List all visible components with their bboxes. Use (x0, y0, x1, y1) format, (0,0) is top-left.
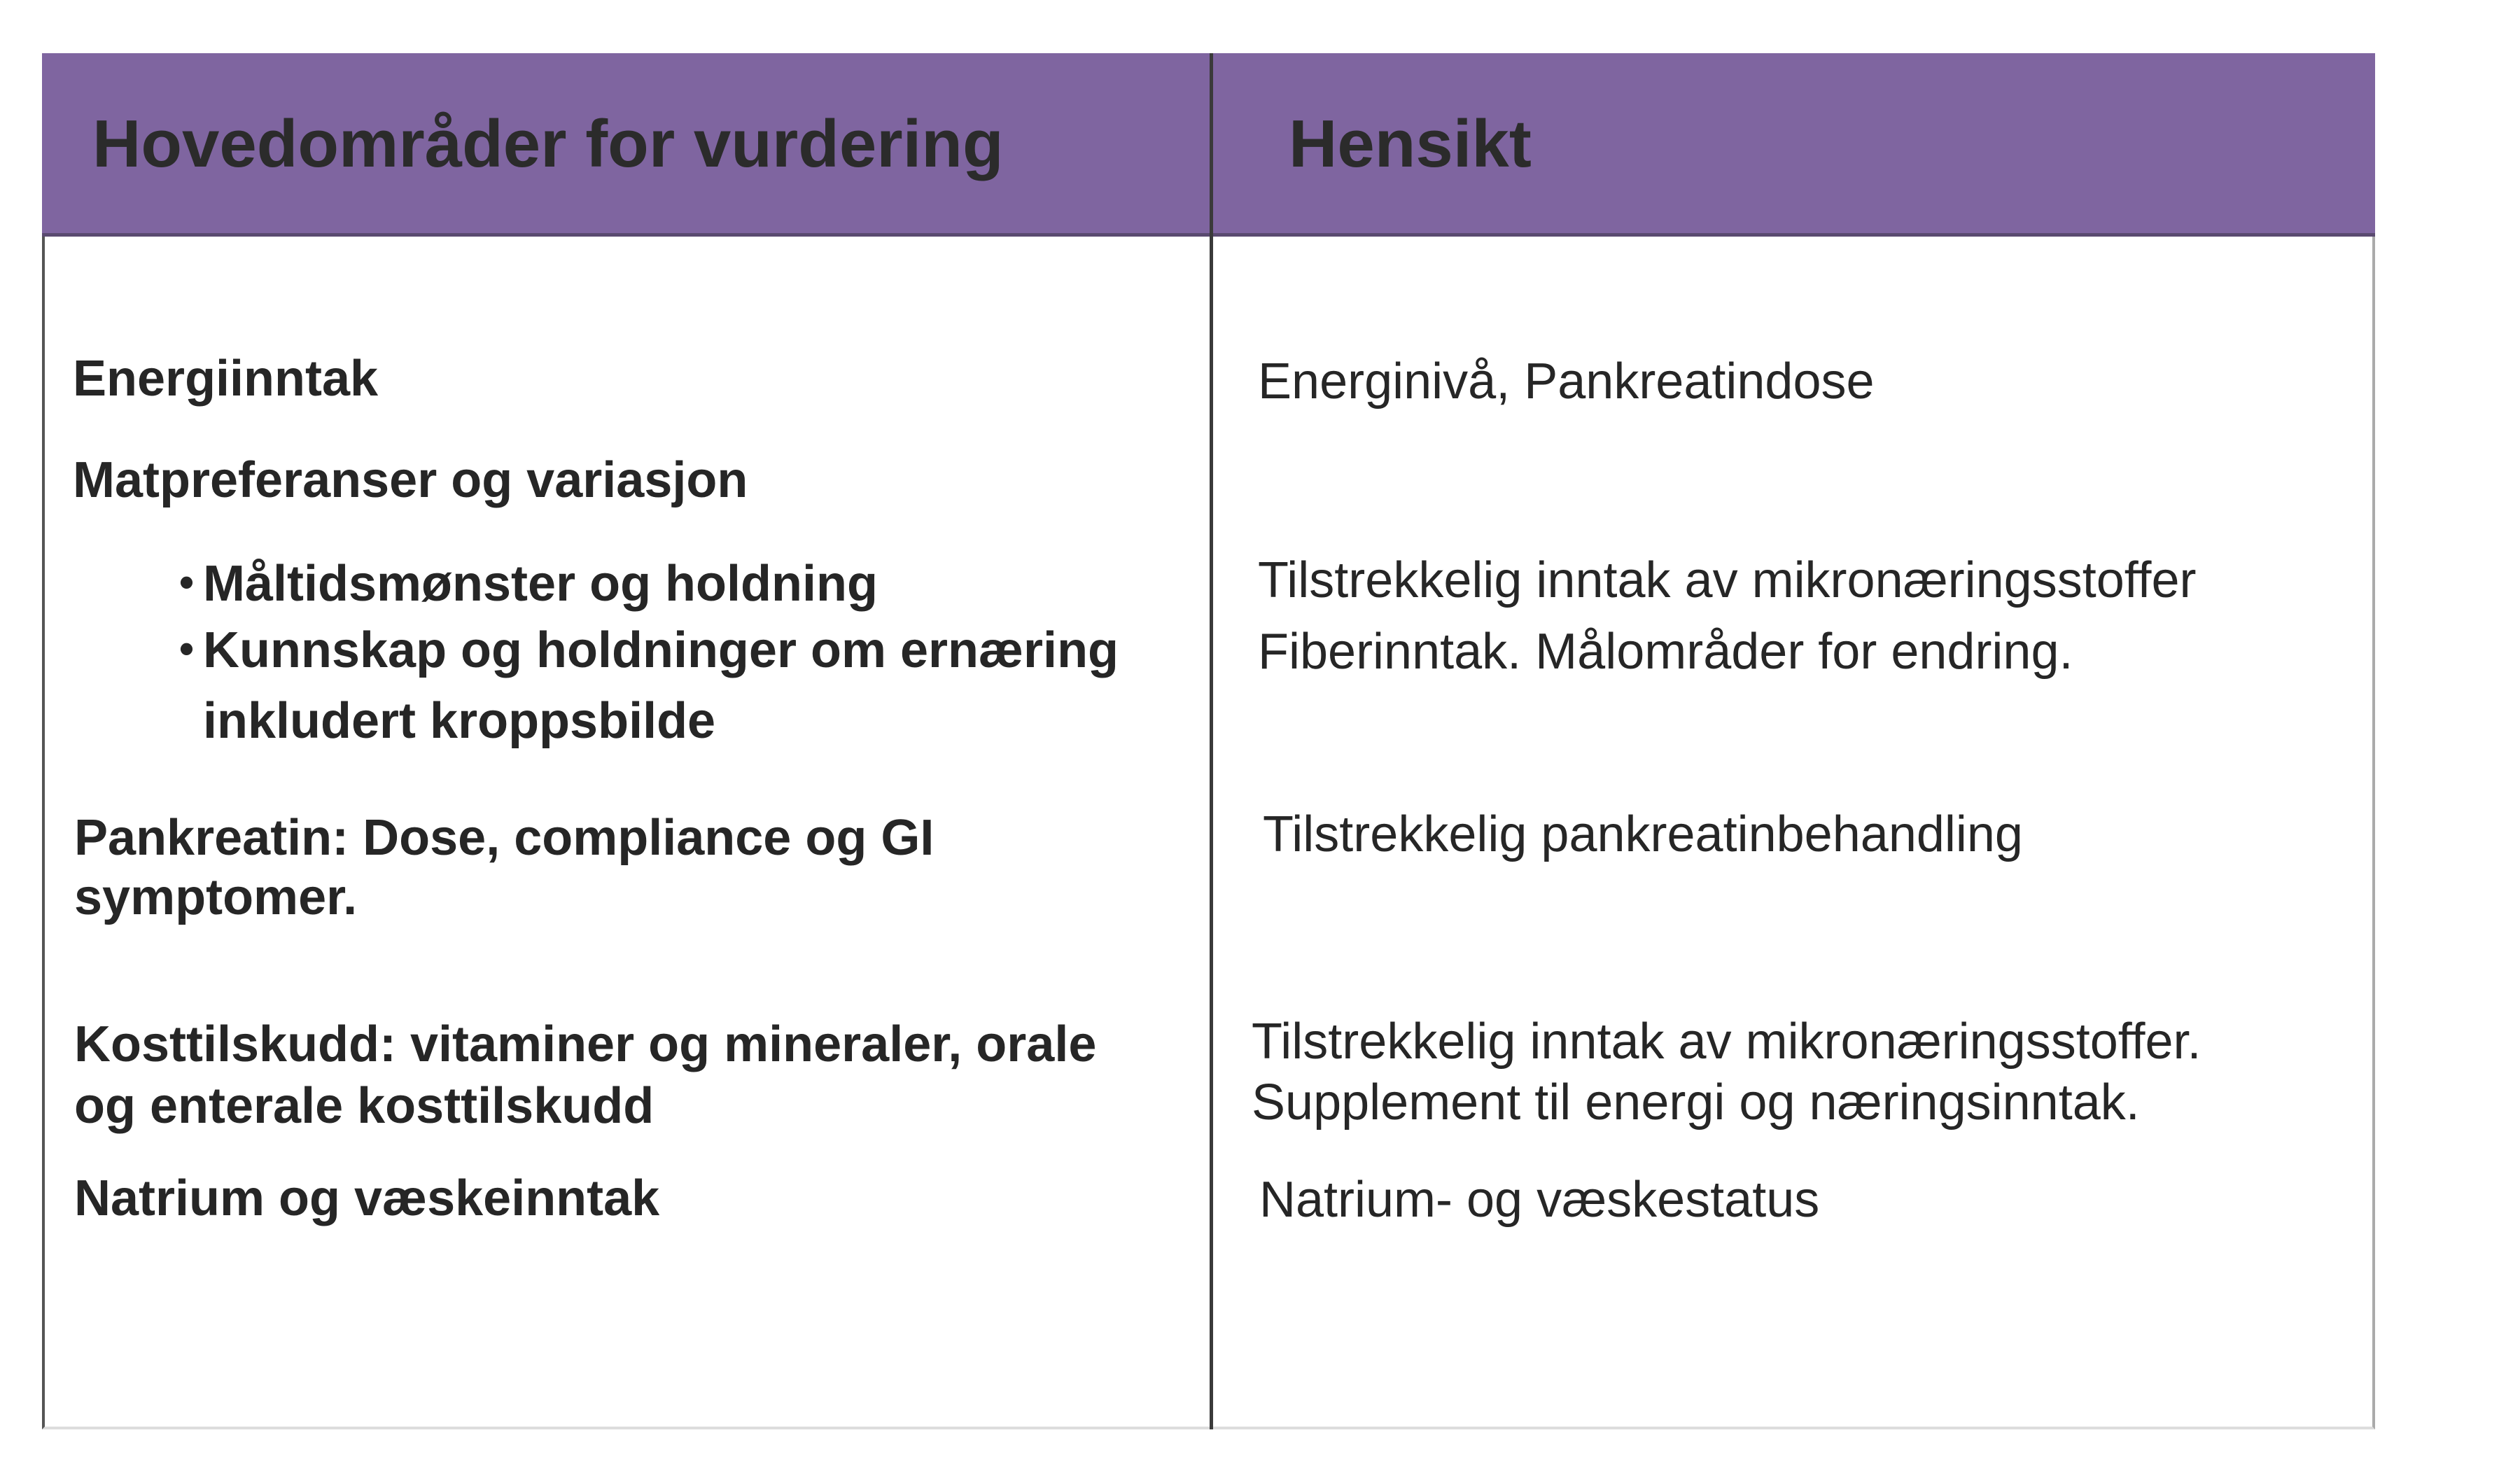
bullet-icon: • (179, 625, 195, 672)
row-energy-intake: Energiinntak (73, 351, 379, 407)
row-sodium-fluid: Natrium og væskeinntak (74, 1170, 660, 1226)
row-supplements-cont: og enterale kosttilskudd (74, 1078, 654, 1134)
row-pancreatin-cont: symptomer. (74, 869, 358, 925)
bullet-icon: • (179, 559, 195, 606)
purpose-supplements: Tilstrekkelig inntak av mikronæringsstoffer. (1252, 1014, 2202, 1070)
row-knowledge-attitudes: Kunnskap og holdninger om ernæring (203, 622, 1119, 678)
purpose-sodium-fluid: Natrium- og væskestatus (1259, 1172, 1820, 1228)
row-food-preferences: Matpreferanser og variasjon (73, 452, 748, 508)
header-col-purpose: Hensikt (1289, 106, 1532, 181)
purpose-energy: Energinivå, Pankreatindose (1258, 354, 1875, 410)
purpose-supplements-cont: Supplement til energi og næringsinntak. (1252, 1074, 2140, 1130)
purpose-fiber: Fiberinntak. Målområder for endring. (1258, 624, 2073, 680)
row-meal-pattern: Måltidsmønster og holdning (203, 556, 878, 612)
purpose-micronutrients: Tilstrekkelig inntak av mikronæringsstoffer (1258, 552, 2197, 608)
row-knowledge-attitudes-cont: inkludert kroppsbilde (203, 693, 716, 749)
purpose-pancreatin: Tilstrekkelig pankreatinbehandling (1263, 806, 2023, 862)
row-pancreatin: Pankreatin: Dose, compliance og GI (74, 810, 934, 866)
header-col-assessment-areas: Hovedområder for vurdering (92, 106, 1004, 181)
row-supplements: Kosttilskudd: vitaminer og mineraler, orale (74, 1016, 1097, 1072)
column-divider (1210, 53, 1213, 1429)
